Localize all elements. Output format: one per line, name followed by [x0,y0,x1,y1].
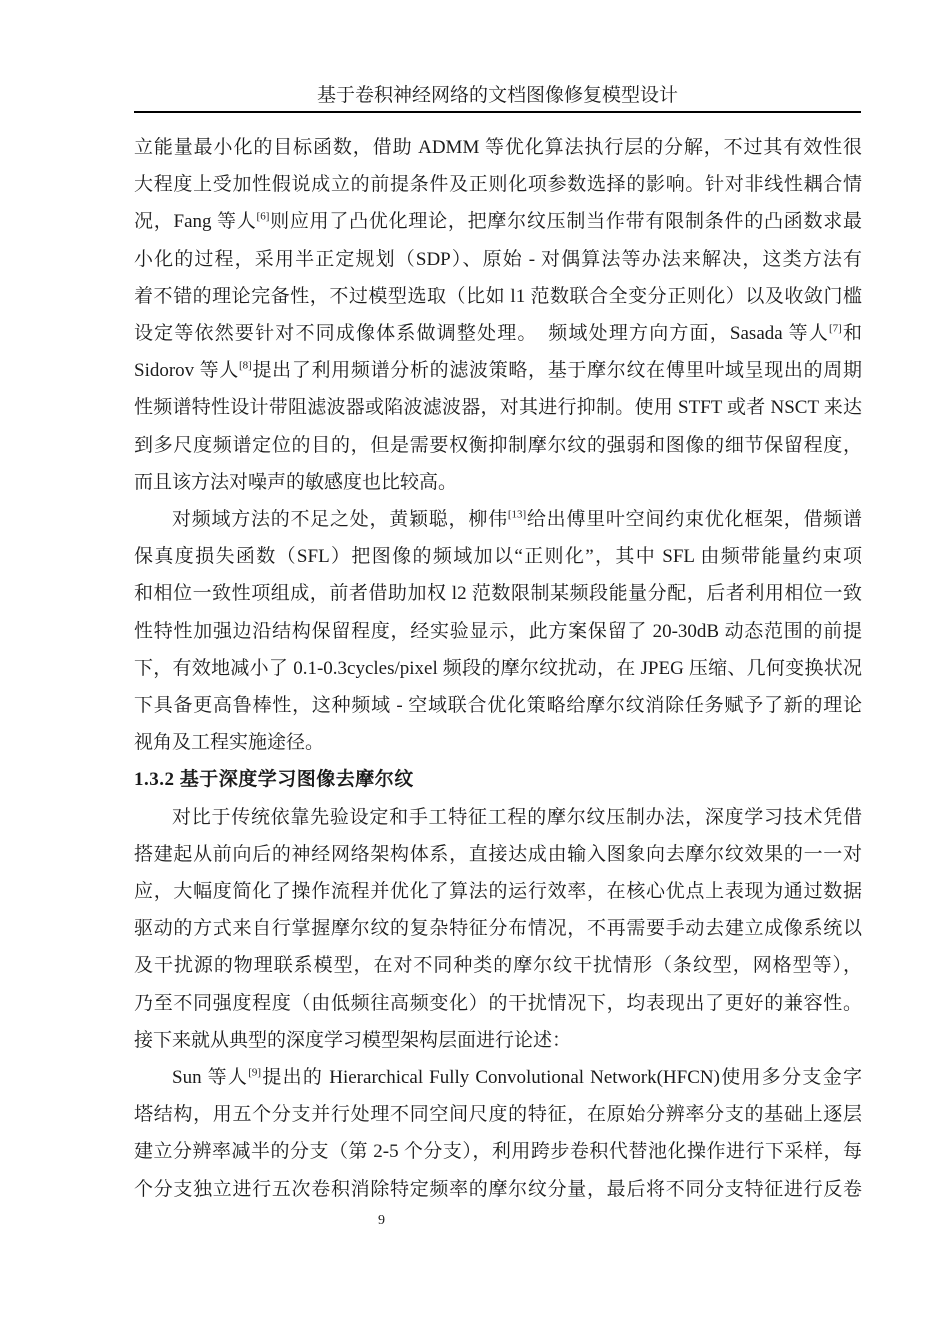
text-line: 着不错的理论完备性，不过模型选取（比如 l1 范数联合全变分正则化）以及收敛门槛 [134,285,862,307]
page-number: 9 [378,1213,385,1228]
citation-ref: [7] [828,322,842,335]
text-line: 视角及工程实施途径。 [134,732,325,754]
text-line: 接下来就从典型的深度学习模型架构层面进行论述： [134,1029,572,1051]
text-line: 而且该方法对噪声的敏感度也比较高。 [134,471,458,493]
text-line: 搭建起从前向后的神经网络架构体系，直接达成由输入图象向去摩尔纹效果的一一对 [134,843,862,865]
text-line: 应，大幅度简化了操作流程并优化了算法的运行效率，在核心优点上表现为通过数据 [134,881,862,903]
text-line: 和相位一致性项组成，前者借助加权 l2 范数限制某频段能量分配，后者利用相位一致 [134,583,862,605]
text-line: 保真度损失函数（SFL）把图像的频域加以“正则化”，其中 SFL 由频带能量约束项 [134,546,862,568]
text-line: 性频谱特性设计带阻滤波器或陷波滤波器，对其进行抑制。使用 STFT 或者 NSCT 来达 [134,397,862,419]
text-line: 塔结构，用五个分支并行处理不同空间尺度的特征，在原始分辨率分支的基础上逐层 [134,1104,862,1126]
running-header-title: 基于卷积神经网络的文档图像修复模型设计 [316,85,678,106]
text-line: 及干扰源的物理联系模型，在对不同种类的摩尔纹干扰情形（条纹型，网格型等）， [134,955,862,977]
text-line: 况，Fang 等人[6]则应用了凸优化理论，把摩尔纹压制当作带有限制条件的凸函数求最 [134,211,862,233]
text-line: 到多尺度频谱定位的目的，但是需要权衡抑制摩尔纹的强弱和图像的细节保留程度， [134,434,862,456]
text-line: 设定等依然要针对不同成像体系做调整处理。 频域处理方向方面，Sasada 等人[7]和 [134,322,862,345]
body-text [134,129,862,1208]
text-line: 性特性加强边沿结构保留程度，经实验显示，此方案保留了 20-30dB 动态范围的前提 [134,620,862,642]
text-line: Sidorov 等人[8]提出了利用频谱分析的滤波策略，基于摩尔纹在傅里叶域呈现出的周期 [134,359,862,382]
text-line: 对频域方法的不足之处，黄颖聪，柳伟[13]给出傅里叶空间约束优化框架，借频谱 [172,508,862,531]
citation-ref: [8] [238,359,252,372]
text-line: 驱动的方式来自行掌握摩尔纹的复杂特征分布情况，不再需要手动去建立成像系统以 [134,918,862,940]
text-line: 建立分辨率减半的分支（第 2-5 个分支），利用跨步卷积代替池化操作进行下采样，每 [134,1141,862,1163]
citation-ref: [6] [256,211,270,224]
text-line: 个分支独立进行五次卷积消除特定频率的摩尔纹分量，最后将不同分支特征进行反卷 [134,1178,862,1200]
citation-ref: [9] [248,1066,262,1079]
section-heading: 1.3.2 基于深度学习图像去摩尔纹 [134,769,414,791]
text-line: 对比于传统依靠先验设定和手工特征工程的摩尔纹压制办法，深度学习技术凭借 [172,806,862,828]
text-line: 下具备更高鲁棒性，这种频域 - 空域联合优化策略给摩尔纹消除任务赋予了新的理论 [134,695,862,717]
text-line: Sun 等人[9]提出的 Hierarchical Fully Convolutional Network(HFCN)使用多分支金字 [172,1066,862,1089]
citation-ref: [13] [507,508,527,521]
text-line: 大程度上受加性假说成立的前提条件及正则化项参数选择的影响。针对非线性耦合情 [134,174,862,196]
header-rule [134,111,861,113]
text-line: 小化的过程，采用半正定规划（SDP）、原始 - 对偶算法等办法来解决，这类方法有 [134,248,862,270]
text-line: 立能量最小化的目标函数，借助 ADMM 等优化算法执行层的分解，不过其有效性很 [134,137,862,158]
text-line: 下，有效地减小了 0.1-0.3cycles/pixel 频段的摩尔纹扰动，在 JPEG 压缩、几何变换状况 [134,657,862,679]
text-line: 乃至不同强度程度（由低频往高频变化）的干扰情况下，均表现出了更好的兼容性。 [134,992,862,1014]
